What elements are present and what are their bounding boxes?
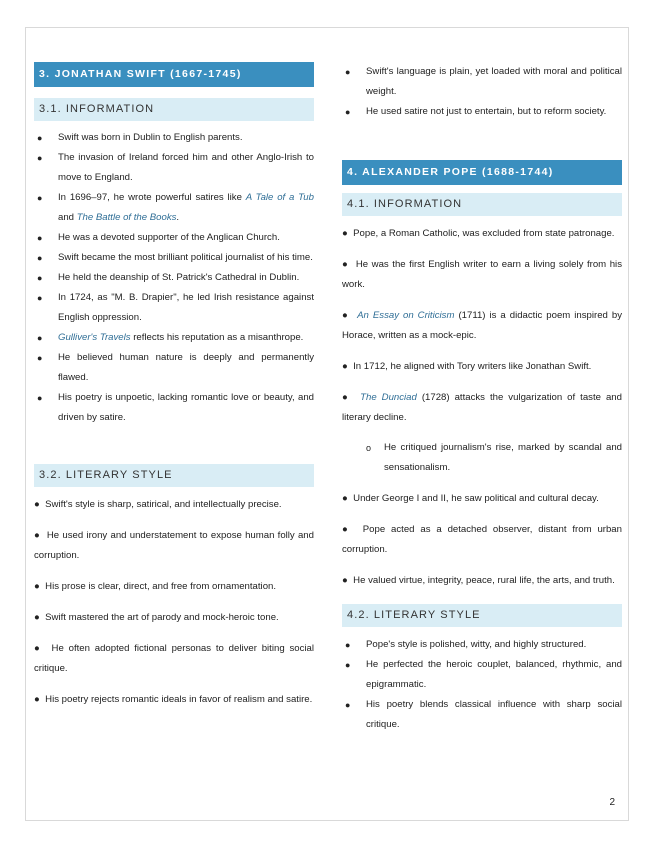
list-item: ● In 1696–97, he wrote powerful satires like A Tale of a Tub and The Battle of the Books. xyxy=(37,192,314,223)
right-column xyxy=(342,62,622,735)
list-item: ● In 1724, as "M. B. Drapier", he led Irish resistance against English oppression. xyxy=(37,292,314,323)
swift-info-heading: 3.1. INFORMATION xyxy=(34,98,314,121)
pope-info-list xyxy=(342,224,622,591)
list-item: ● Pope acted as a detached observer, distant from urban corruption. xyxy=(342,524,622,555)
list-item: ● His prose is clear, direct, and free from ornamentation. xyxy=(34,581,277,592)
list-item: ● He perfected the heroic couplet, balanced, rhythmic, and epigrammatic. xyxy=(345,659,622,690)
list-item: ● He was a devoted supporter of the Anglican Church. xyxy=(37,232,280,243)
list-item: ● Under George I and II, he saw political and cultural decay. xyxy=(342,493,599,504)
list-item: ● The Dunciad (1728) attacks the vulgarization of taste and literary decline. xyxy=(342,392,622,423)
list-item: ● He used satire not just to entertain, but to reform society. xyxy=(345,106,607,117)
pope-style-heading: 4.2. LITERARY STYLE xyxy=(342,604,622,627)
list-item: ● Swift became the most brilliant political journalist of his time. xyxy=(37,252,313,263)
pope-style-list xyxy=(342,635,622,735)
list-item: ● His poetry rejects romantic ideals in favor of realism and satire. xyxy=(34,694,313,705)
work-title: The Dunciad xyxy=(360,392,417,403)
pope-info-heading: 4.1. INFORMATION xyxy=(342,193,622,216)
list-item: ● He held the deanship of St. Patrick's Cathedral in Dublin. xyxy=(37,272,300,283)
list-item: ● Swift's language is plain, yet loaded with moral and political weight. xyxy=(345,66,622,97)
list-item: ● Swift's style is sharp, satirical, and intellectually precise. xyxy=(34,499,282,510)
list-item: ● Swift was born in Dublin to English parents. xyxy=(37,132,243,143)
swift-style-list xyxy=(34,495,314,710)
list-item: ● His poetry is unpoetic, lacking romantic love or beauty, and driven by satire. xyxy=(37,392,314,423)
list-item: ● Gulliver's Travels reflects his reputation as a misanthrope. xyxy=(37,332,304,343)
list-item: ● In 1712, he aligned with Tory writers like Jonathan Swift. xyxy=(342,361,592,372)
pope-heading: 4. ALEXANDER POPE (1688-1744) xyxy=(342,160,622,185)
list-item: ● Swift mastered the art of parody and mock-heroic tone. xyxy=(34,612,279,623)
work-title: The Battle of the Books xyxy=(76,212,177,223)
swift-style-continued-list xyxy=(342,62,622,122)
list-item: ● An Essay on Criticism (1711) is a didactic poem inspired by Horace, written as a mock-epic. xyxy=(342,310,622,341)
list-item: ● He valued virtue, integrity, peace, rural life, the arts, and truth. xyxy=(342,575,615,586)
sub-list-item: o He critiqued journalism's rise, marked by scandal and sensationalism. xyxy=(342,438,622,478)
list-item: ● He often adopted fictional personas to deliver biting social critique. xyxy=(34,643,314,674)
list-item: ● He was the first English writer to earn a living solely from his work. xyxy=(342,259,622,290)
page-number: 2 xyxy=(609,797,615,808)
list-item: ● His poetry blends classical influence with sharp social critique. xyxy=(345,699,622,730)
swift-style-heading: 3.2. LITERARY STYLE xyxy=(34,464,314,487)
swift-info-list xyxy=(34,128,314,428)
work-title: A Tale of a Tub xyxy=(245,192,314,203)
work-title: An Essay on Criticism xyxy=(357,310,455,321)
hollow-bullet-icon: o xyxy=(366,443,372,453)
left-column xyxy=(34,62,314,721)
list-item: ● He used irony and understatement to expose human folly and corruption. xyxy=(34,530,314,561)
list-item: ● He believed human nature is deeply and permanently flawed. xyxy=(37,352,314,383)
work-title: Gulliver's Travels xyxy=(58,332,131,343)
list-item: ● The invasion of Ireland forced him and other Anglo-Irish to move to England. xyxy=(37,152,314,183)
list-item: ● Pope, a Roman Catholic, was excluded from state patronage. xyxy=(342,228,615,239)
swift-heading: 3. JONATHAN SWIFT (1667-1745) xyxy=(34,62,314,87)
list-item: ● Pope's style is polished, witty, and highly structured. xyxy=(345,639,587,650)
